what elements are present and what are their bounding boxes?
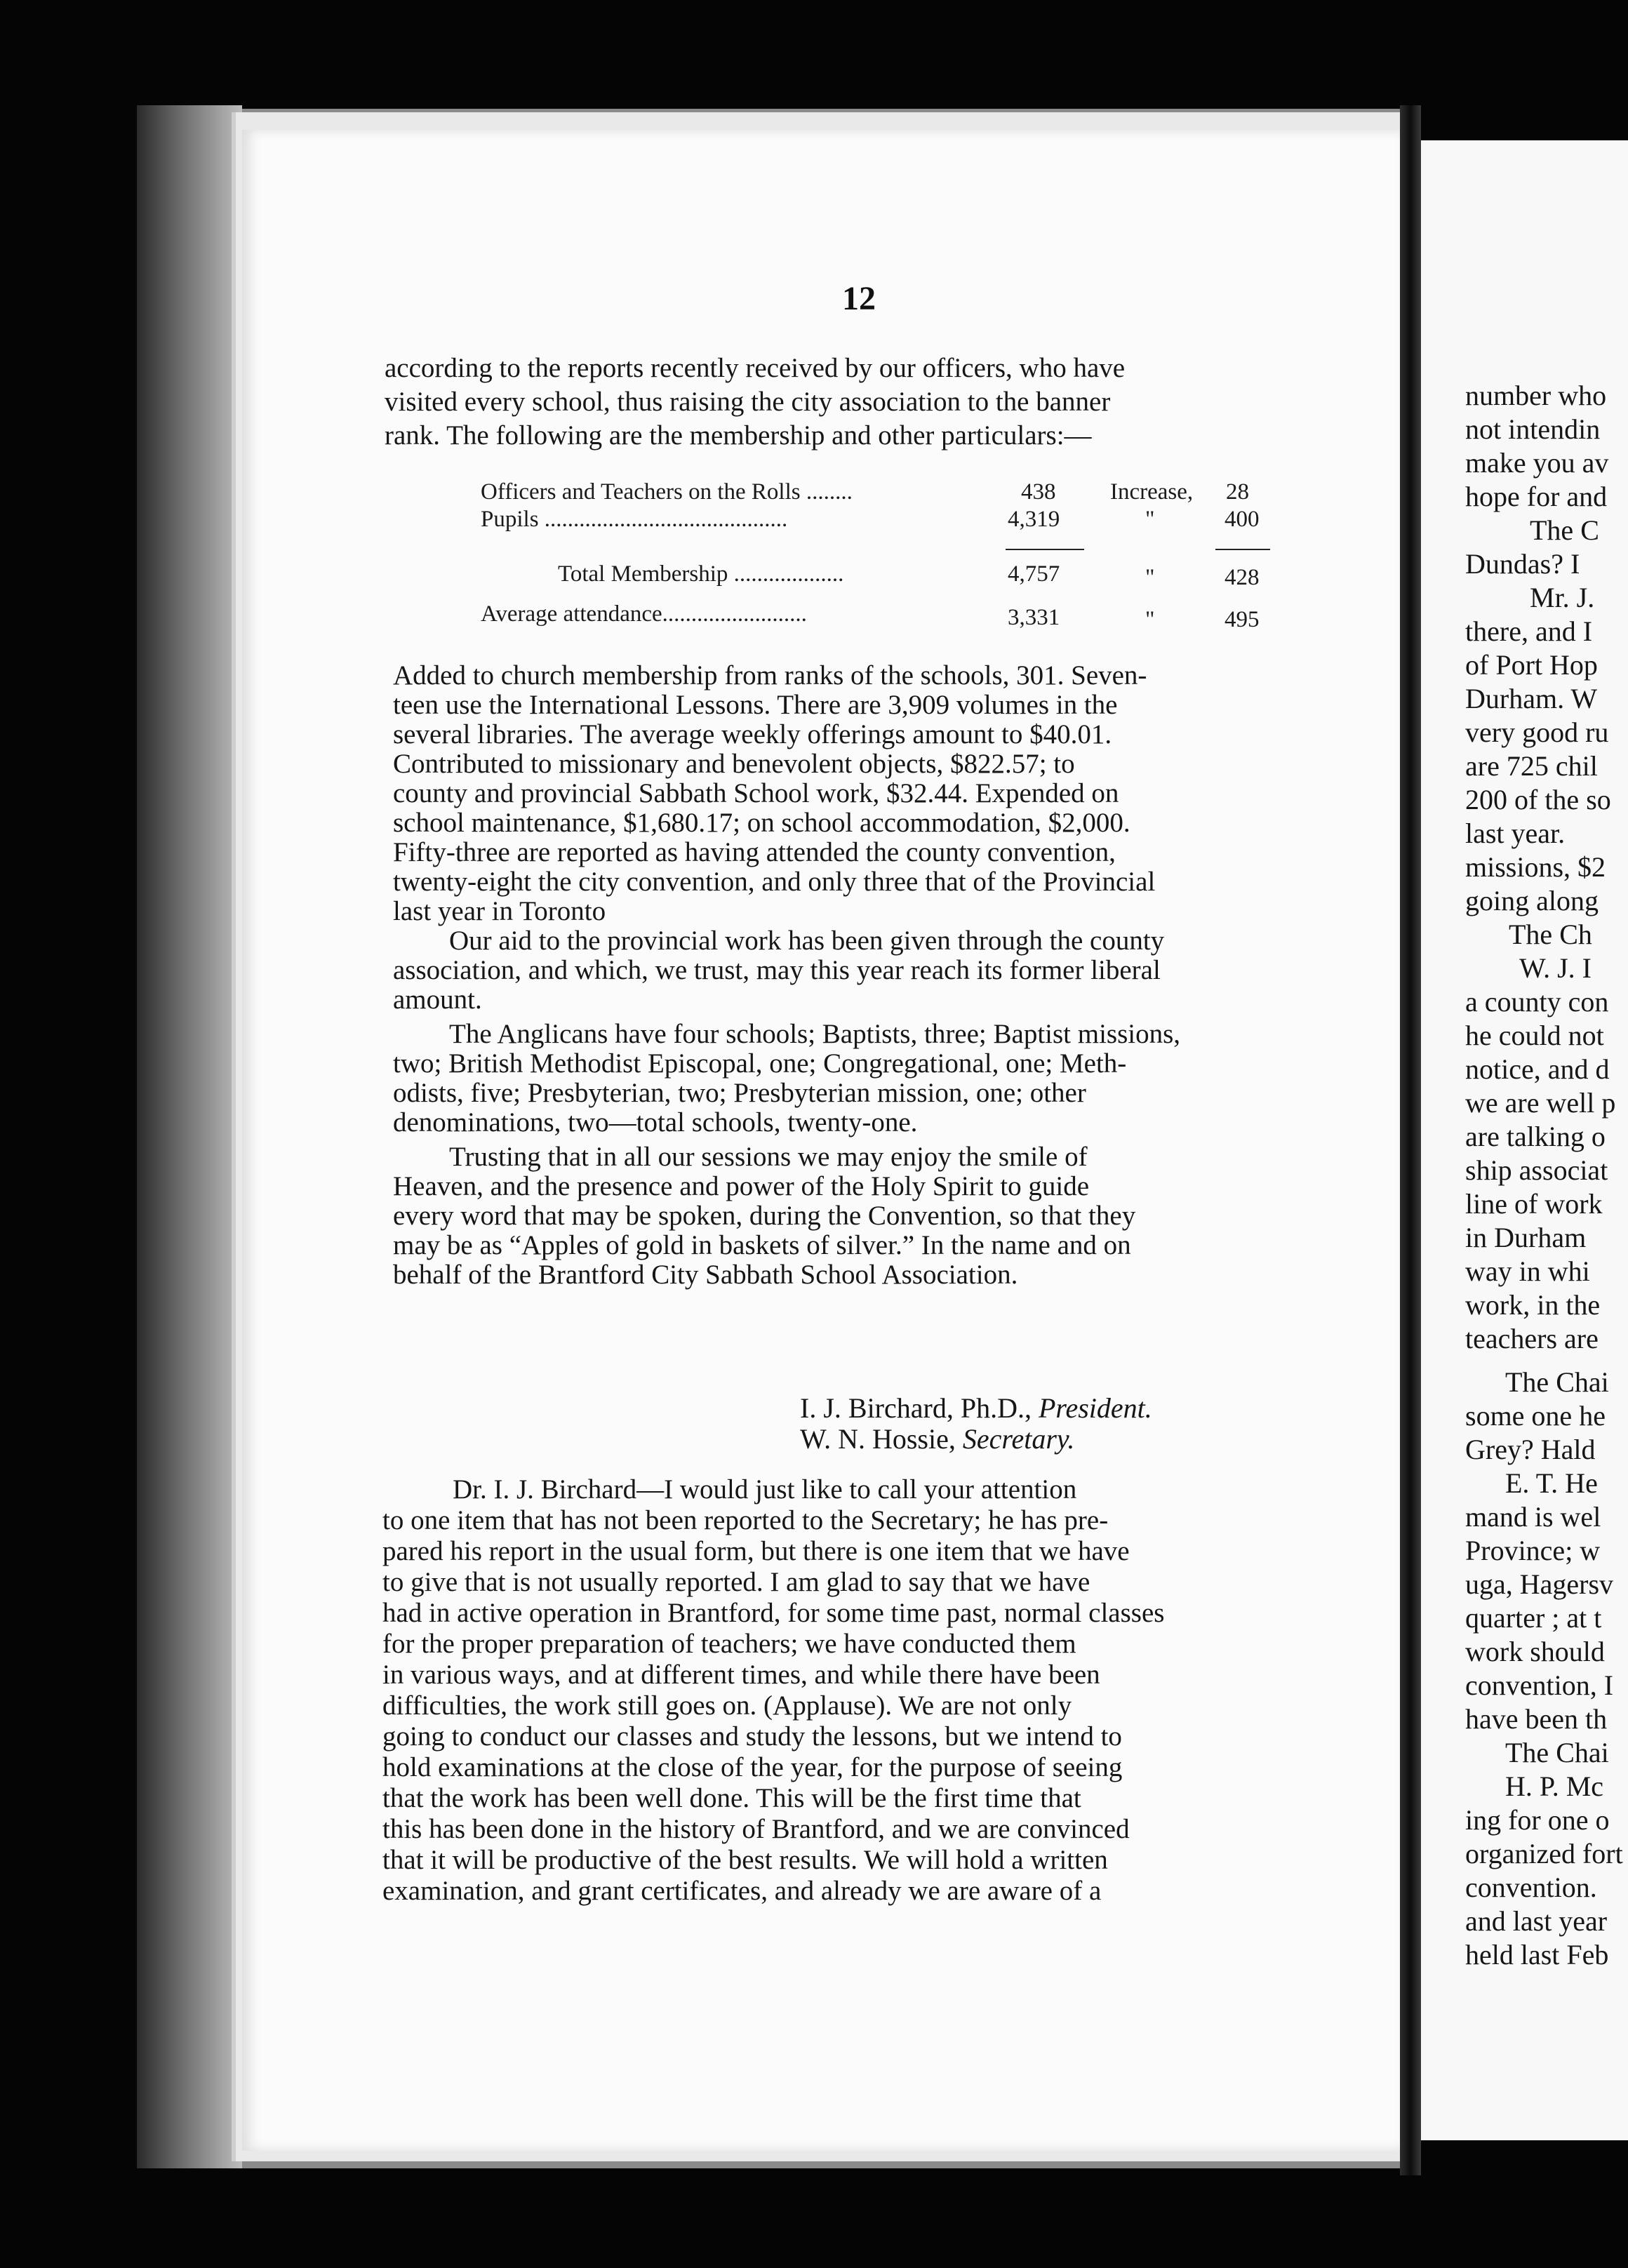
text-line: ing for one o <box>1465 1804 1610 1836</box>
text-line: organized fort <box>1465 1838 1623 1869</box>
text-line: examination, and grant certificates, and already we are aware of a <box>382 1876 1102 1906</box>
text-line: Fifty-three are reported as having attended the county convention, <box>393 837 1116 867</box>
text-line: convention. <box>1465 1872 1597 1903</box>
text-line: The Chai <box>1505 1737 1609 1768</box>
text-line: E. T. He <box>1505 1467 1598 1499</box>
text-line: Mr. J. <box>1530 582 1595 613</box>
stat-label: Average attendance......................... <box>481 601 807 627</box>
text-line: and last year <box>1465 1905 1608 1937</box>
text-line: quarter ; at t <box>1465 1602 1602 1634</box>
text-line: The Chai <box>1505 1366 1609 1398</box>
text-line: very good ru <box>1465 716 1609 748</box>
signature-secretary <box>800 1422 1074 1455</box>
text-line: The Ch <box>1509 919 1592 950</box>
stat-value: 3,331 <box>1008 605 1060 630</box>
stat-increase-label: " <box>1145 565 1155 590</box>
text-line: Grey? Hald <box>1465 1434 1596 1465</box>
text-line: of Port Hop <box>1465 649 1598 681</box>
text-line: Heaven, and the presence and power of the Holy Spirit to guide <box>393 1171 1090 1201</box>
text-line: Our aid to the provincial work has been given through the county <box>449 926 1165 956</box>
text-line: this has been done in the history of Brantford, and we are convinced <box>382 1814 1130 1844</box>
sum-rule <box>1215 549 1270 550</box>
stat-increase: 428 <box>1225 565 1260 590</box>
text-line: every word that may be spoken, during the Convention, so that they <box>393 1201 1136 1231</box>
stat-increase: 28 <box>1226 479 1249 505</box>
text-line: Durham. W <box>1465 683 1598 714</box>
text-line: twenty-eight the city convention, and only three that of the Provincial <box>393 867 1156 897</box>
text-line: Dr. I. J. Birchard—I would just like to call your attention <box>453 1474 1077 1505</box>
text-line: rank. The following are the membership and other particulars:— <box>385 420 1092 451</box>
text-line: behalf of the Brantford City Sabbath School Association. <box>393 1260 1018 1290</box>
text-line: denominations, two—total schools, twenty-one. <box>393 1107 918 1138</box>
text-line: amount. <box>393 985 482 1015</box>
text-line: may be as “Apples of gold in baskets of silver.” In the name and on <box>393 1230 1131 1260</box>
text-line: convention, I <box>1465 1669 1614 1701</box>
stat-value: 4,319 <box>1008 507 1060 532</box>
text-line: association, and which, we trust, may this year reach its former liberal <box>393 955 1161 985</box>
text-line: not intendin <box>1465 413 1601 445</box>
stat-value: 438 <box>1021 479 1056 505</box>
book-gutter <box>1400 105 1421 2175</box>
text-line: missions, $2 <box>1465 851 1606 883</box>
text-line: uga, Hagersv <box>1465 1568 1614 1600</box>
text-line: going along <box>1465 885 1599 916</box>
text-line: pared his report in the usual form, but there is one item that we have <box>382 1536 1130 1566</box>
stat-increase-label: " <box>1145 607 1155 632</box>
text-line: last year in Toronto <box>393 896 606 926</box>
stat-label: Pupils .......................................... <box>481 507 788 532</box>
text-line: make you av <box>1465 447 1609 479</box>
text-line: for the proper preparation of teachers; we have conducted them <box>382 1629 1076 1659</box>
text-line: Province; w <box>1465 1535 1601 1566</box>
signature-president <box>800 1392 1152 1425</box>
text-line: according to the reports recently received by our officers, who have <box>385 353 1126 383</box>
text-line: in Durham <box>1465 1222 1587 1253</box>
text-line: county and provincial Sabbath School work, $32.44. Expended on <box>393 778 1119 808</box>
page-number: 12 <box>842 280 876 317</box>
text-line: notice, and d <box>1465 1053 1610 1085</box>
text-line: Dundas? I <box>1465 548 1580 580</box>
text-line: last year. <box>1465 818 1566 849</box>
signature-role: President. <box>1038 1392 1152 1424</box>
text-line: 200 of the so <box>1465 784 1611 815</box>
stat-value: 4,757 <box>1008 561 1060 587</box>
text-line: line of work <box>1465 1188 1603 1220</box>
stat-label: Officers and Teachers on the Rolls ........ <box>481 479 853 505</box>
text-line: odists, five; Presbyterian, two; Presbyterian mission, one; other <box>393 1078 1086 1108</box>
text-line: teachers are <box>1465 1323 1599 1354</box>
text-line: H. P. Mc <box>1505 1770 1604 1802</box>
text-line: are talking o <box>1465 1121 1606 1152</box>
text-line: there, and I <box>1465 615 1593 647</box>
text-line: we are well p <box>1465 1087 1616 1119</box>
stat-label: Total Membership ................... <box>558 561 844 587</box>
text-line: several libraries. The average weekly offerings amount to $40.01. <box>393 719 1112 749</box>
signature-role: Secretary. <box>962 1423 1075 1455</box>
text-line: hold examinations at the close of the year, for the purpose of seeing <box>382 1752 1123 1782</box>
text-line: work, in the <box>1465 1289 1601 1321</box>
text-line: Added to church membership from ranks of the schools, 301. Seven- <box>393 660 1147 691</box>
sum-rule <box>1006 549 1084 550</box>
text-line: school maintenance, $1,680.17; on school accommodation, $2,000. <box>393 808 1130 838</box>
text-line: some one he <box>1465 1400 1606 1432</box>
signature-name: W. N. Hossie, <box>800 1423 956 1455</box>
text-line: that the work has been well done. This will be the first time that <box>382 1783 1081 1813</box>
text-line: Contributed to missionary and benevolent objects, $822.57; to <box>393 749 1075 779</box>
text-line: to give that is not usually reported. I am glad to say that we have <box>382 1567 1090 1597</box>
signature-name: I. J. Birchard, Ph.D., <box>800 1392 1032 1424</box>
stat-increase-label: " <box>1145 507 1155 532</box>
text-line: to one item that has not been reported to the Secretary; he has pre- <box>382 1505 1109 1535</box>
text-line: two; British Methodist Episcopal, one; Congregational, one; Meth- <box>393 1048 1127 1079</box>
text-line: W. J. I <box>1519 952 1592 984</box>
text-line: ship associat <box>1465 1154 1608 1186</box>
stat-increase: 495 <box>1225 607 1260 632</box>
text-line: have been th <box>1465 1703 1608 1735</box>
text-line: difficulties, the work still goes on. (Applause). We are not only <box>382 1690 1072 1721</box>
text-line: he could not <box>1465 1020 1604 1051</box>
text-line: a county con <box>1465 986 1609 1018</box>
text-line: Trusting that in all our sessions we may enjoy the smile of <box>449 1142 1088 1172</box>
text-line: are 725 chil <box>1465 750 1598 782</box>
stat-increase-label: Increase, <box>1110 479 1194 505</box>
text-line: The Anglicans have four schools; Baptists, three; Baptist missions, <box>449 1019 1181 1049</box>
text-line: in various ways, and at different times, and while there have been <box>382 1660 1100 1690</box>
text-line: teen use the International Lessons. There are 3,909 volumes in the <box>393 690 1118 720</box>
text-line: The C <box>1530 514 1599 546</box>
text-line: that it will be productive of the best results. We will hold a written <box>382 1845 1108 1875</box>
text-line: going to conduct our classes and study the lessons, but we intend to <box>382 1721 1122 1752</box>
text-line: work should <box>1465 1636 1605 1667</box>
text-line: had in active operation in Brantford, for some time past, normal classes <box>382 1598 1165 1628</box>
text-line: way in whi <box>1465 1255 1590 1287</box>
text-line: held last Feb <box>1465 1939 1609 1970</box>
text-line: mand is wel <box>1465 1501 1601 1533</box>
text-line: hope for and <box>1465 481 1608 512</box>
text-line: number who <box>1465 380 1607 411</box>
stat-increase: 400 <box>1225 507 1260 532</box>
binding-edge <box>137 105 242 2168</box>
text-line: visited every school, thus raising the city association to the banner <box>385 387 1111 417</box>
